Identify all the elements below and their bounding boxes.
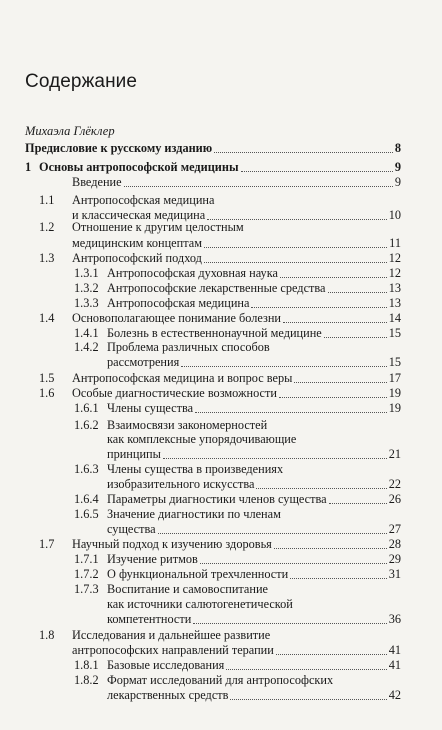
toc-entry: [0, 628, 442, 642]
toc-dot-leader: [226, 669, 386, 670]
toc-entry-number: 1.3.3: [74, 296, 99, 310]
toc-entry-text: Антропософская медицина и вопрос веры: [72, 371, 293, 385]
toc-entry-text: Введение: [72, 175, 122, 189]
toc-entry-number: 1.6.3: [74, 462, 99, 476]
toc-entry-text: принципы: [107, 447, 161, 461]
page-title: Содержание: [25, 71, 138, 92]
toc-entry: [0, 507, 442, 521]
toc-entry: [0, 643, 442, 657]
toc-entry-text: Антропософская медицина: [107, 296, 250, 310]
toc-entry: [0, 537, 442, 551]
toc-entry-number: 1.6.2: [74, 418, 99, 432]
toc-entry-page: 21: [388, 447, 401, 461]
toc-entry-page: 29: [388, 552, 401, 566]
toc-entry-text: Антропософский подход: [72, 251, 202, 265]
toc-entry-text: Взаимосвязи закономерностей: [107, 418, 268, 432]
toc-entry-text: Основы антропософской медицины: [39, 160, 239, 174]
toc-dot-leader: [214, 152, 393, 153]
toc-dot-leader: [324, 337, 387, 338]
toc-entry-text: Исследования и дальнейшее развитие: [72, 628, 271, 642]
toc-dot-leader: [283, 322, 387, 323]
toc-entry: [0, 673, 442, 687]
toc-entry-number: 1.6.5: [74, 507, 99, 521]
toc-entry-text: Особые диагностические возможности: [72, 386, 277, 400]
toc-entry-text: компетентности: [107, 612, 192, 626]
toc-entry-page: 8: [394, 141, 401, 155]
toc-dot-leader: [163, 458, 387, 459]
toc-entry-page: 12: [388, 251, 401, 265]
toc-dot-leader: [241, 171, 393, 172]
toc-dot-leader: [124, 186, 393, 187]
toc-entry-page: 9: [394, 160, 401, 174]
toc-entry-page: 22: [388, 477, 401, 491]
toc-dot-leader: [276, 654, 387, 655]
toc-entry: [0, 522, 442, 536]
toc-entry-text: Научный подход к изучению здоровья: [72, 537, 272, 551]
toc-entry-text: Основополагающее понимание болезни: [72, 311, 281, 325]
toc-entry-text: Антропософская духовная наука: [107, 266, 278, 280]
toc-entry-text: как комплексные упорядочивающие: [107, 432, 297, 446]
toc-dot-leader: [328, 292, 387, 293]
toc-entry-text: Члены существа в произведениях: [107, 462, 284, 476]
toc-entry: [0, 492, 442, 506]
toc-entry-number: 1.3.1: [74, 266, 99, 280]
toc-entry-number: 1.1: [39, 193, 55, 207]
toc-entry: [0, 401, 442, 415]
toc-entry: [0, 597, 442, 611]
toc-entry: [0, 141, 442, 155]
toc-entry: [0, 432, 442, 446]
toc-entry-text: медицинским концептам: [72, 236, 202, 250]
toc-entry: [0, 355, 442, 369]
toc-entry-page: 15: [388, 326, 401, 340]
toc-entry-text: О функциональной трехчленности: [107, 567, 289, 581]
toc-entry: [0, 251, 442, 265]
toc-entry-text: Формат исследований для антропософских: [107, 673, 334, 687]
toc-entry: [0, 552, 442, 566]
toc-entry: [0, 386, 442, 400]
toc-entry: [0, 447, 442, 461]
toc-entry-page: 26: [388, 492, 401, 506]
toc-entry-text: антропософских направлений терапии: [72, 643, 274, 657]
toc-entry-page: 28: [388, 537, 401, 551]
toc-entry-text: лекарственных средств: [107, 688, 229, 702]
toc-entry: [0, 281, 442, 295]
toc-entry-text: и классическая медицина: [72, 208, 206, 222]
toc-entry: [0, 340, 442, 354]
toc-entry-text: изобразительного искусства: [107, 477, 255, 491]
toc-dot-leader: [158, 533, 387, 534]
toc-dot-leader: [181, 366, 386, 367]
toc-entry-text: Проблема различных способов: [107, 340, 270, 354]
toc-entry: [0, 371, 442, 385]
toc-entry: [0, 266, 442, 280]
toc-entry-number: 1.7.3: [74, 582, 99, 596]
toc-entry-page: 41: [388, 643, 401, 657]
toc-entry-number: 1.3: [39, 251, 55, 265]
toc-entry-text: Члены существа: [107, 401, 194, 415]
toc-entry-text: Значение диагностики по членам: [107, 507, 281, 521]
toc-entry-number: 1.6.1: [74, 401, 99, 415]
toc-entry-number: 1.2: [39, 220, 55, 234]
toc-dot-leader: [329, 503, 387, 504]
toc-dot-leader: [290, 578, 386, 579]
toc-dot-leader: [280, 277, 387, 278]
toc-entry-page: 13: [388, 296, 401, 310]
author-name: Михаэла Глёклер: [25, 124, 115, 138]
toc-entry-page: 13: [388, 281, 401, 295]
toc-entry-page: 17: [388, 371, 401, 385]
toc-entry: [0, 582, 442, 596]
toc-entry: [0, 567, 442, 581]
toc-entry-number: 1.8.1: [74, 658, 99, 672]
toc-entry: [0, 175, 442, 189]
toc-entry-text: Антропософские лекарственные средства: [107, 281, 326, 295]
toc-entry-text: как источники салютогенетической: [107, 597, 293, 611]
toc-entry: [0, 220, 442, 234]
toc-entry: [0, 236, 442, 250]
toc-entry: [0, 311, 442, 325]
toc-dot-leader: [193, 623, 386, 624]
toc-entry-page: 19: [388, 401, 401, 415]
toc-entry-text: Отношение к другим целостным: [72, 220, 244, 234]
toc-entry-text: рассмотрения: [107, 355, 180, 369]
toc-dot-leader: [274, 548, 387, 549]
toc-entry-number: 1.8: [39, 628, 55, 642]
toc-entry: [0, 658, 442, 672]
toc-entry-page: 9: [394, 175, 401, 189]
toc-entry-text: Изучение ритмов: [107, 552, 198, 566]
toc-entry-number: 1.7.1: [74, 552, 99, 566]
toc-entry-page: 19: [388, 386, 401, 400]
toc-entry-number: 1.4.2: [74, 340, 99, 354]
toc-entry-page: 41: [388, 658, 401, 672]
toc-entry-page: 11: [389, 236, 401, 250]
toc-entry-page: 12: [388, 266, 401, 280]
toc-entry-number: 1.3.2: [74, 281, 99, 295]
toc-entry-number: 1.4.1: [74, 326, 99, 340]
toc-entry-number: 1.4: [39, 311, 55, 325]
toc-entry-text: Воспитание и самовоспитание: [107, 582, 269, 596]
toc-entry-number: 1.6: [39, 386, 55, 400]
toc-entry-number: 1.8.2: [74, 673, 99, 687]
toc-entry-number: 1.7: [39, 537, 55, 551]
toc-entry-number: 1: [25, 160, 32, 174]
toc-entry: [0, 477, 442, 491]
toc-dot-leader: [200, 563, 387, 564]
toc-dot-leader: [279, 397, 387, 398]
toc-entry-page: 27: [388, 522, 401, 536]
toc-entry: [0, 462, 442, 476]
toc-entry-page: 42: [388, 688, 401, 702]
toc-entry-number: 1.5: [39, 371, 55, 385]
toc-entry: [0, 296, 442, 310]
toc-entry: [0, 612, 442, 626]
toc-dot-leader: [251, 307, 386, 308]
toc-entry-page: 14: [388, 311, 401, 325]
toc-entry-page: 15: [388, 355, 401, 369]
toc-dot-leader: [195, 412, 387, 413]
toc-entry-number: 1.6.4: [74, 492, 99, 506]
toc-entry: [0, 326, 442, 340]
toc-entry: [0, 418, 442, 432]
toc-dot-leader: [230, 699, 386, 700]
toc-entry: [0, 688, 442, 702]
toc-entry-text: Антропософская медицина: [72, 193, 215, 207]
toc-entry: [0, 193, 442, 207]
toc-entry-page: 10: [388, 208, 401, 222]
toc-dot-leader: [256, 488, 386, 489]
toc-entry-text: Базовые исследования: [107, 658, 225, 672]
toc-dot-leader: [204, 247, 387, 248]
toc-entry-number: 1.7.2: [74, 567, 99, 581]
toc-entry: [0, 160, 442, 174]
toc-entry-text: Предисловие к русскому изданию: [25, 141, 213, 155]
toc-dot-leader: [204, 262, 387, 263]
toc-entry-text: Параметры диагностики членов существа: [107, 492, 327, 506]
toc-entry-page: 31: [388, 567, 401, 581]
toc-entry-text: Болезнь в естественнонаучной медицине: [107, 326, 322, 340]
toc-entry-page: 36: [388, 612, 401, 626]
toc-entry-text: существа: [107, 522, 156, 536]
toc-dot-leader: [294, 382, 386, 383]
